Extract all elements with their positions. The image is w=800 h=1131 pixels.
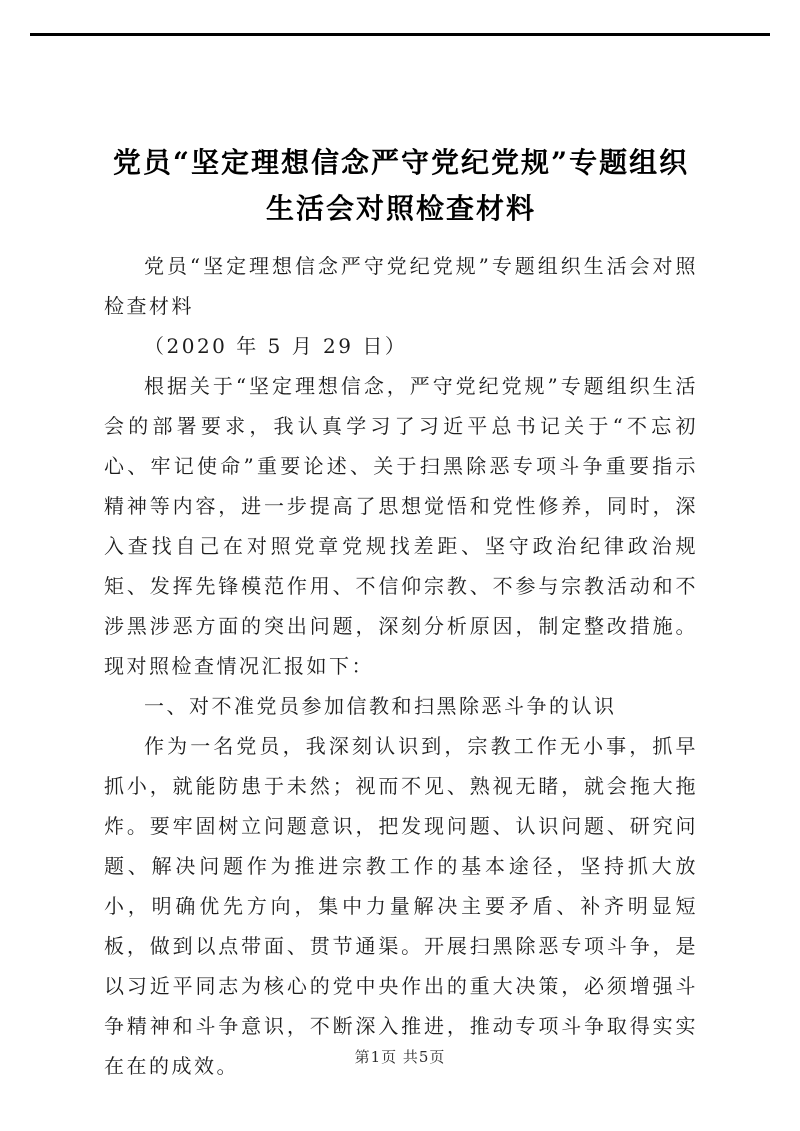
page-top-border-line xyxy=(30,33,770,36)
page-footer xyxy=(0,1046,800,1067)
page-number: 第1页 共5页 xyxy=(354,1048,446,1066)
subtitle-paragraph: 党员“坚定理想信念严守党纪党规”专题组织生活会对照检查材料 xyxy=(104,254,698,318)
body-paragraph-intro: 根据关于“坚定理想信念，严守党纪党规”专题组织生活会的部署要求，我认真学习了习近平总书记关于“不忘初心、牢记使命”重要论述、关于扫黑除恶专项斗争重要指示精神等内容，进一步提高了思想觉悟和党性修养，同时，深入查找自己在对照党章党规找差距、坚守政治纪律政治规矩、发挥先锋模范作用、不信仰宗教、不参与宗教活动和不涉黑涉恶方面的突出问题，深刻分析原因，制定整改措施。现对照检查情况汇报如下： xyxy=(104,374,698,678)
date-line: （2020 年 5 月 29 日） xyxy=(144,334,408,358)
document-title: 党员“坚定理想信念严守党纪党规”专题组织生活会对照检查材料 xyxy=(112,146,690,225)
body-paragraph-section1: 作为一名党员，我深刻认识到，宗教工作无小事，抓早抓小，就能防患于未然；视而不见、熟视无睹，就会拖大拖炸。要牢固树立问题意识，把发现问题、认识问题、研究问题、解决问题作为推进宗教工作的基本途径，坚持抓大放小，明确优先方向，集中力量解决主要矛盾、补齐明显短板，做到以点带面、贯节通渠。开展扫黑除恶专项斗争，是以习近平同志为核心的党中央作出的重大决策，必须增强斗争精神和斗争意识，不断深入推进，推动专项斗争取得实实在在的成效。 xyxy=(104,734,698,1078)
section-heading: 一、对不准党员参加信教和扫黑除恶斗争的认识 xyxy=(144,694,617,718)
